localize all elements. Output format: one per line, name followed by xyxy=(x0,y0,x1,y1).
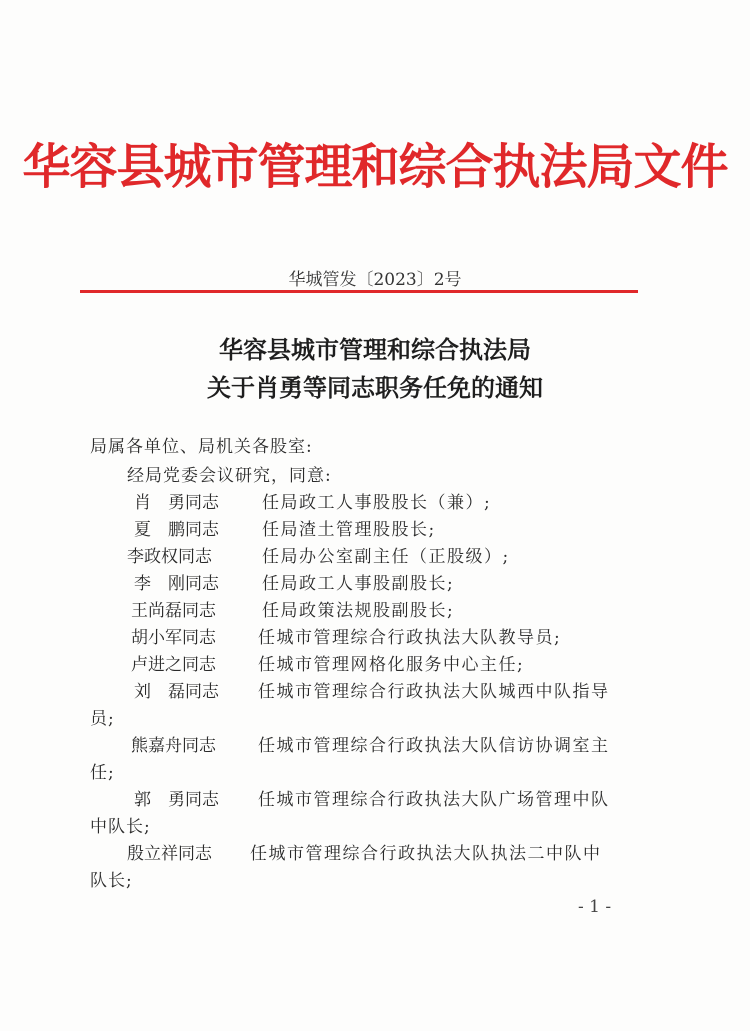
appointee-name: 胡小军同志 xyxy=(131,628,216,648)
appointment-duty: 任城市管理综合行政执法大队城西中队指导 xyxy=(258,682,610,702)
appointment-duty: 任城市管理综合行政执法大队广场管理中队 xyxy=(258,790,610,810)
appointment-duty: 任城市管理综合行政执法大队信访协调室主 xyxy=(258,736,610,756)
red-divider-line xyxy=(80,290,638,293)
intro-text: 经局党委会议研究，同意: xyxy=(127,466,332,486)
appointee-name: 殷立祥同志 xyxy=(127,844,212,864)
page-number: - 1 - xyxy=(578,897,612,917)
appointee-name: 王尚磊同志 xyxy=(131,601,216,621)
appointee-name: 肖 勇同志 xyxy=(134,493,219,513)
appointee-name: 夏 鹏同志 xyxy=(134,520,219,540)
notice-title-line1: 华容县城市管理和综合执法局 xyxy=(219,335,531,364)
appointment-duty-continuation: 队长; xyxy=(90,871,133,891)
appointment-duty: 任局政工人事股副股长; xyxy=(262,574,455,594)
document-header-title: 华容县城市管理和综合执法局文件 xyxy=(22,139,728,195)
appointee-name: 卢进之同志 xyxy=(131,655,216,675)
appointee-name: 李政权同志 xyxy=(127,547,212,567)
appointment-duty-continuation: 任; xyxy=(90,763,115,783)
appointee-name: 李 刚同志 xyxy=(134,574,219,594)
appointment-duty: 任局政策法规股副股长; xyxy=(262,601,455,621)
notice-title-line2: 关于肖勇等同志职务任免的通知 xyxy=(207,373,543,402)
appointment-duty-continuation: 中队长; xyxy=(90,817,151,837)
appointment-duty: 任城市管理网格化服务中心主任; xyxy=(258,655,525,675)
appointment-duty: 任局渣土管理股股长; xyxy=(262,520,436,540)
appointee-name: 刘 磊同志 xyxy=(134,682,219,702)
appointment-duty-continuation: 员; xyxy=(90,709,115,729)
salutation: 局属各单位、局机关各股室: xyxy=(90,437,313,457)
appointment-duty: 任城市管理综合行政执法大队教导员; xyxy=(258,628,562,648)
appointee-name: 熊嘉舟同志 xyxy=(131,736,216,756)
appointment-duty: 任局办公室副主任（正股级）; xyxy=(262,547,510,567)
appointment-duty: 任城市管理综合行政执法大队执法二中队中 xyxy=(250,844,602,864)
appointment-duty: 任局政工人事股股长（兼）; xyxy=(262,493,492,513)
document-number: 华城管发〔2023〕2号 xyxy=(288,270,462,290)
appointee-name: 郭 勇同志 xyxy=(134,790,219,810)
